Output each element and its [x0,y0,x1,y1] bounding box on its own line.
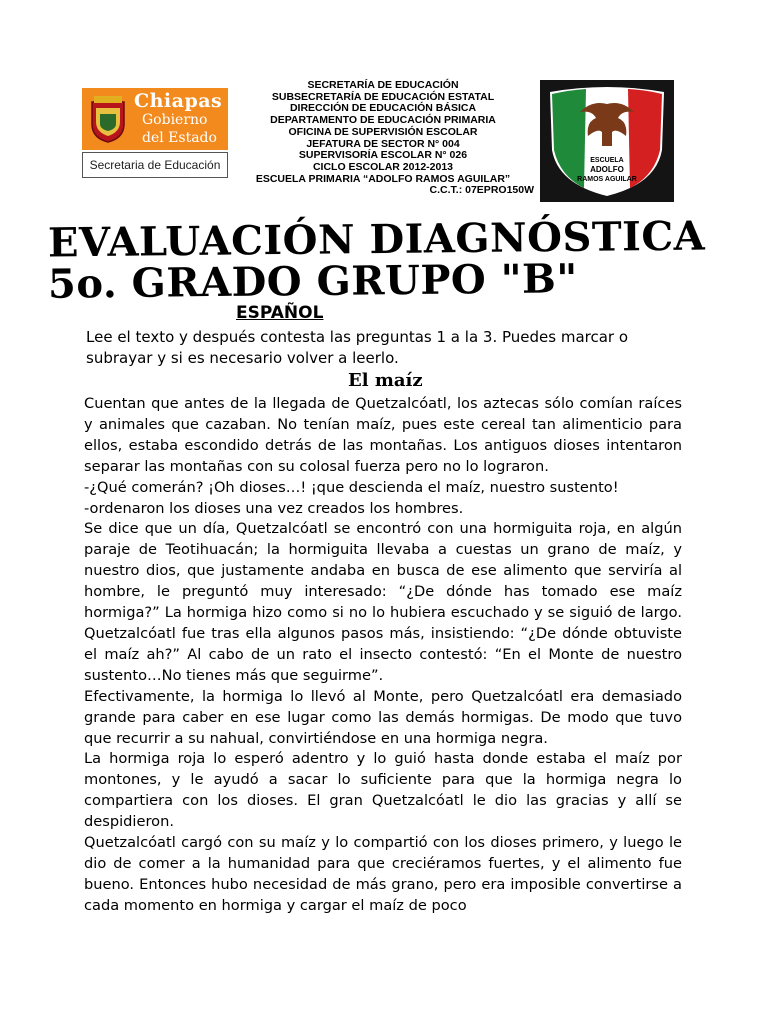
instructions-text: Lee el texto y después contesta las preguntas 1 a la 3. Puedes marcar o subrayar y si es necesario volver a leerlo. [86,328,629,367]
header-line: SUPERVISORÍA ESCOLAR N° 026 [298,149,468,162]
header-line: ESCUELA PRIMARIA “ADOLFO RAMOS AGUILAR” [255,172,511,185]
story-body [84,394,682,917]
logo-brand-line3: del Estado [142,130,217,146]
crest-name-line2: RAMOS AGUILAR [577,176,637,183]
header-line: SUBSECRETARÍA DE EDUCACIÓN ESTATAL [271,90,495,103]
evaluation-title: EVALUACIÓN DIAGNÓSTICA [47,212,706,267]
story-paragraph: Cuentan que antes de la llegada de Quetzalcóatl, los aztecas sólo comían raíces y animales que cazaban. No tenían maíz, pues este cereal tan alimenticio para ellos, estaba escondido detrás de las montañas. Los antiguos dioses intentaron separar las montañas con su colosal fuerza pero no lo lograron. [84,395,682,475]
story-paragraph: -ordenaron los dioses una vez creados los hombres. [84,499,464,517]
coat-of-arms-icon [88,94,128,144]
header-line: OFICINA DE SUPERVISIÓN ESCOLAR [288,125,478,138]
school-crest-logo [540,80,674,202]
header-line: JEFATURA DE SECTOR N° 004 [306,137,460,150]
crest-top-text: ESCUELA [590,157,624,164]
story-paragraph: -¿Qué comerán? ¡Oh dioses…! ¡que descienda el maíz, nuestro sustento! [84,478,619,496]
crest-name-line1: ADOLFO [590,165,624,174]
logo-department: Secretaria de Educación [82,152,228,178]
logo-brand-name: Chiapas [134,90,223,112]
story-paragraph: Se dice que un día, Quetzalcóatl se encontró con una hormiguita roja, en algún paraje de Teotihuacán; la hormiguita llevaba a cuestas un grano de maíz, y nuestro dios, que justamente andaba en busca de ese alimento que serviría al hombre, le preguntó muy interesado: “¿De dónde has tomado ese maíz hormiga?” La hormiga hizo como si no lo hubiera escuchado y se siguió de largo. Quetzalcóatl fue tras ella algunos pasos más, insistiendo: “¿De dónde obtuviste el maíz ah?” Al cabo de un rato el insecto contestó: “En el Monte de nuestro sustento…No tienes más que seguirme”. [84,520,682,684]
school-cct-code: C.C.T.: 07EPRO150W [429,184,534,197]
story-paragraph: Quetzalcóatl cargó con su maíz y lo compartió con los dioses primero, y luego le dio de comer a la humanidad para que creciéramos fuertes, y el alimento fue bueno. Entonces hubo necesidad de más grano, pero era imposible convertirse a cada momento en hormiga y cargar el maíz de poco [84,834,682,914]
header-line: CICLO ESCOLAR 2012-2013 [312,160,454,173]
header-line: SECRETARÍA DE EDUCACIÓN [307,79,459,91]
subject-heading: ESPAÑOL [236,303,324,323]
story-paragraph: Efectivamente, la hormiga lo llevó al Monte, pero Quetzalcóatl era demasiado grande para caber en ese lugar como las demás hormigas. De modo que tuvo que recurrir a su nahual, convirtiéndose en una hormiga negra. [84,687,682,747]
grade-group-title: 5o. GRADO GRUPO "B" [47,255,578,308]
logo-brand-line2: Gobierno [142,112,208,128]
institution-header [230,80,536,197]
header-line: DEPARTAMENTO DE EDUCACIÓN PRIMARIA [270,114,496,127]
header-line: DIRECCIÓN DE EDUCACIÓN BÁSICA [289,102,477,115]
story-title: El maíz [348,370,423,391]
chiapas-government-logo [82,88,228,180]
story-paragraph: La hormiga roja lo esperó adentro y lo guió hasta donde estaba el maíz por montones, y le ayudó a sacar lo suficiente para que la hormiga negra lo compartiera con los dioses. El gran Quetzalcóatl le dio las gracias y allí se despidieron. [84,750,682,831]
